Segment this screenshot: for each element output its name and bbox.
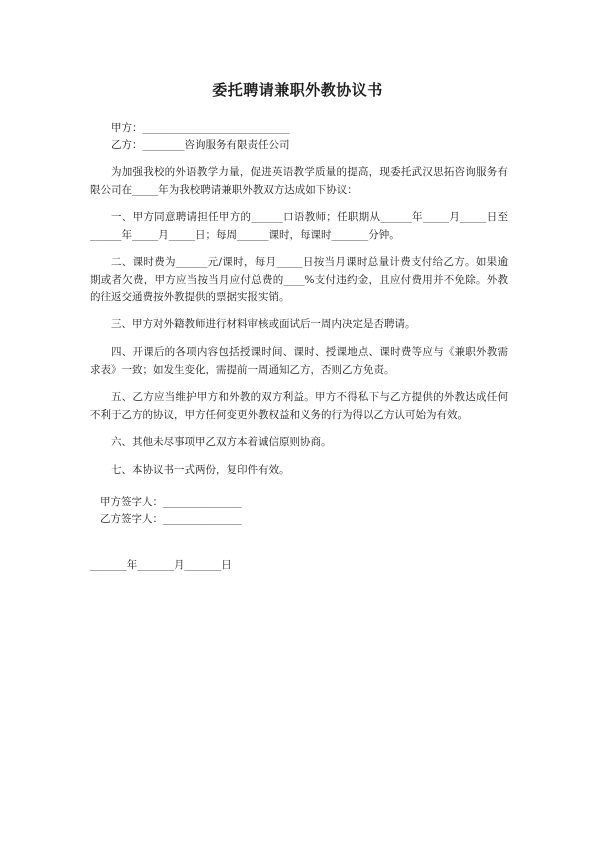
clause-5: 五、乙方应当维护甲方和外教的双方利益。甲方不得私下与乙方提供的外教达成任何不利于乙方的协议，甲方任何变更外教权益和义务的行为得以乙方认可始为有效。 <box>90 391 508 421</box>
clause-4: 四、开课后的各项内容包括授课时间、课时、授课地点、课时费等应与《兼职外教需求表》一致；如发生变化，需提前一周通知乙方，否则乙方免责。 <box>90 346 508 376</box>
clause-1: 一、甲方同意聘请担任甲方的______口语教师；任职期从______年_____月_____日至______年_____月_____日；每周______课时，每课时_______分钟。 <box>90 211 508 241</box>
party-b-line: 乙方：________咨询服务有限责任公司 <box>111 139 290 151</box>
clause-2: 二、课时费为______元/课时，每月_____日按当月课时总量计费支付给乙方。如果逾期或者欠费，甲方应当按当月应付总费的____%支付违约金，且应付费用并不免除。外教的往返交通费按外教提供的票据实报实销。 <box>90 256 508 303</box>
intro-paragraph: 为加强我校的外语教学力量，促进英语教学质量的提高，现委托武汉思拓咨询服务有限公司在_____年为我校聘请兼职外教双方达成如下协议： <box>90 166 508 196</box>
document-title: 委托聘请兼职外教协议书 <box>212 81 383 99</box>
clause-7: 七、本协议书一式两份，复印件有效。 <box>111 464 290 476</box>
clause-3: 三、甲方对外籍教师进行材料审核或面试后一周内决定是否聘请。 <box>111 318 416 330</box>
clause-6: 六、其他未尽事项甲乙双方本着诚信原则协商。 <box>111 436 332 448</box>
party-a-line: 甲方：____________________________ <box>111 122 290 134</box>
signature-party-b: 乙方签字人：_______________ <box>100 513 242 525</box>
signature-party-a: 甲方签字人：_______________ <box>100 496 242 508</box>
date-line: _______年_______月_______日 <box>90 559 232 571</box>
